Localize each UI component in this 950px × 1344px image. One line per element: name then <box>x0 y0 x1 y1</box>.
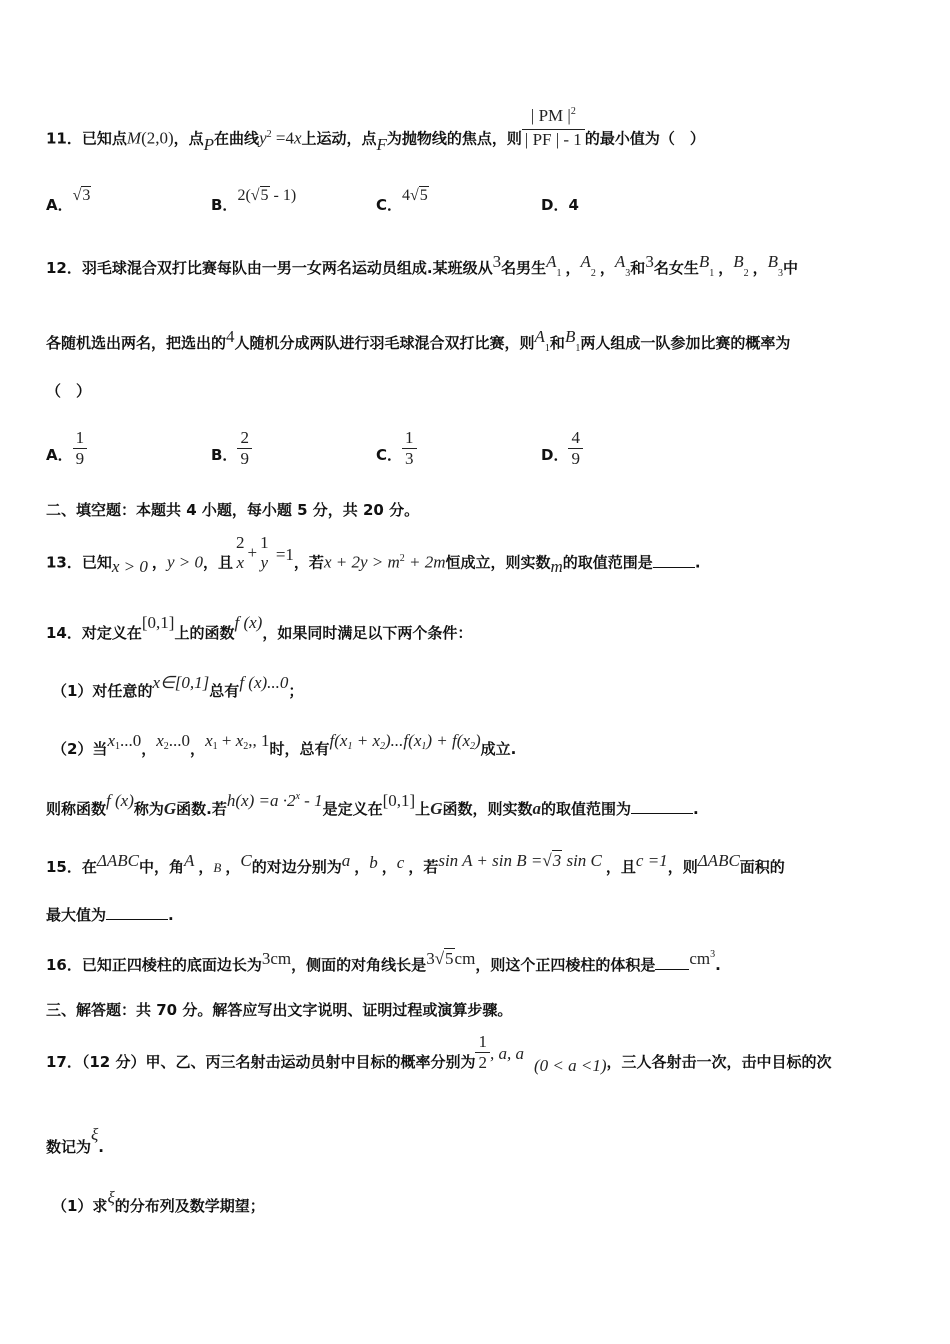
q17-line2: 数记为ξ. <box>46 1125 104 1156</box>
q14-condition-2: （2）当x1...0，x2...0，x1 + x2,, 1时，总有f(x1 + x2)...f(x1) + f(x2)成立. <box>52 731 517 758</box>
q12-answer-paren: （ ） <box>46 382 92 400</box>
q12-stem-line2: 各随机选出两名，把选出的4人随机分成两队进行羽毛球混合双打比赛，则$A_1$和$B_1$两人组成一队参加比赛的概率为 <box>46 327 791 354</box>
q12-option-b[interactable]: B． $\frac{2}{9}$ <box>211 442 252 469</box>
q14-answer-blank[interactable] <box>631 812 693 814</box>
q13-fraction-1-y: 1 y <box>260 533 269 572</box>
q12-option-d[interactable]: D． $\frac{4}{9}$ <box>541 442 583 469</box>
q13-fraction-2-x: 2 x <box>235 533 245 572</box>
q11-fraction: $\frac{| PM |^2}{| PF | - 1}$ <box>522 106 585 150</box>
q17-fraction-half: $\frac{1}{2}$ <box>475 1032 490 1073</box>
q11-option-b[interactable]: B．2(√5 - 1) <box>211 187 297 214</box>
q14-definition-line: 则称函数f (x)称为G函数.若$h(x) =a \cdot 2^x - 1$是定义在[0,1]上G函数，则实数a的取值范围为 . <box>46 791 699 818</box>
q12-option-c[interactable]: C． $\frac{1}{3}$ <box>376 442 417 469</box>
q11-option-c[interactable]: C．4√5 <box>376 187 428 214</box>
q11-stem: 11．已知点M(2,0)，点P在曲线$y^2 =4x$上运动，点F为抛物线的焦点，则 $\frac{| PM |^2}{| PF | - 1}$ 的最小值为（ ） <box>46 106 705 154</box>
q12-stem-line1: 12．羽毛球混合双打比赛每队由一男一女两名运动员组成.某班级从3名男生$A_1$ ，$A_2$ ，$A_3$和3名女生$B_1$ ，$B_2$ ，$B_3$中 <box>46 252 799 279</box>
q14-condition-1: （1）对任意的x∈[0,1]总有f (x)...0； <box>52 673 304 700</box>
q16-answer-blank[interactable] <box>655 968 689 970</box>
q15-line2: 最大值为 . <box>46 906 174 924</box>
section-3-heading: 三、解答题：共 70 分。解答应写出文字说明、证明过程或演算步骤。 <box>46 1001 513 1019</box>
q12-option-a[interactable]: A． $\frac{1}{9}$ <box>46 442 87 469</box>
section-2-heading: 二、填空题：本题共 4 小题，每小题 5 分，共 20 分。 <box>46 501 420 519</box>
q16-stem: 16．已知正四棱柱的底面边长为3cm，侧面的对角线长是3√5cm，则这个正四棱柱的体积是 $cm^3$. <box>46 949 721 974</box>
q11-option-a[interactable]: A．√3 <box>46 187 91 214</box>
q13-stem: 13．已知x > 0 ，y > 0，且 2 x + 1 y =1，若$x + 2y > m^2 + 2m$恒成立，则实数m的取值范围是 . <box>46 533 701 576</box>
q17-stem: 17．（12 分）甲、乙、丙三名射击运动员射中目标的概率分别为 $\frac{1}{2}$ , a, a(0 < a <1)，三人各射击一次，击中目标的次 <box>46 1032 832 1075</box>
q13-answer-blank[interactable] <box>653 566 695 568</box>
q15-stem: 15．在ΔABC中，角A ，B ，C的对边分别为a ，b ，c ，若sin A + sin B =√3 sin C ，且c =1，则ΔABC面积的 <box>46 851 785 876</box>
q14-stem: 14．对定义在[0,1]上的函数f (x)，如果同时满足以下两个条件： <box>46 613 473 642</box>
q17-part-1: （1）求ξ的分布列及数学期望； <box>52 1188 265 1215</box>
q15-answer-blank[interactable] <box>106 918 168 920</box>
q11-option-d[interactable]: D．4 <box>541 196 579 214</box>
